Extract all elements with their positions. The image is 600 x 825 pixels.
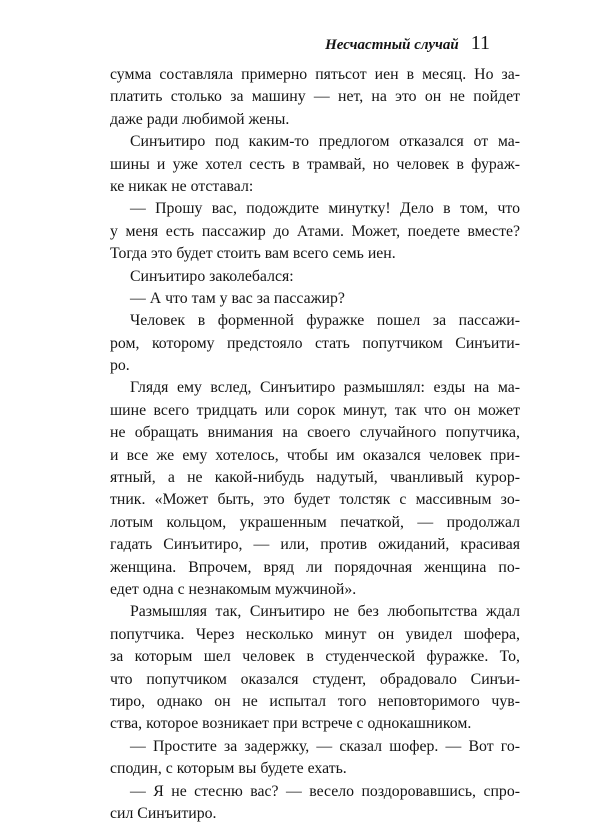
text-line: шине всего тридцать или сорок минут, так что он может <box>110 400 520 422</box>
text-line: у меня есть пассажир до Атами. Может, поедете вместе? <box>110 221 520 243</box>
paragraph <box>110 64 520 131</box>
text-line: ке никак не отставал: <box>110 176 520 198</box>
text-line: даже ради любимой жены. <box>110 109 520 131</box>
text-line: ства, которое возникает при встрече с однокашником. <box>110 713 520 735</box>
text-line: не обращать внимания на своего случайного попутчика, <box>110 422 520 444</box>
paragraph <box>110 377 520 601</box>
text-line: сумма составляла примерно пятьсот иен в месяц. Но за- <box>110 64 520 86</box>
text-line: сподин, с которым вы будете ехать. <box>110 758 520 780</box>
text-line: Синъитиро под каким-то предлогом отказался от ма- <box>110 131 520 153</box>
text-line: — Простите за задержку, — сказал шофер. — Вот го- <box>110 736 520 758</box>
text-line: женщина. Впрочем, вряд ли порядочная женщина по- <box>110 557 520 579</box>
text-line: лотым кольцом, украшенным печаткой, — продолжал <box>110 512 520 534</box>
paragraph <box>110 601 520 735</box>
text-line: сил Синъитиро. <box>110 803 520 825</box>
paragraph <box>110 781 520 825</box>
text-line: — Я не стесню вас? — весело поздоровавшись, спро- <box>110 781 520 803</box>
body-text <box>110 64 520 825</box>
text-line: — А что там у вас за пассажир? <box>110 288 520 310</box>
text-line: и все же ему хотелось, чтобы им оказался человек при- <box>110 445 520 467</box>
text-line: за которым шел человек в студенческой фуражке. То, <box>110 646 520 668</box>
paragraph <box>110 198 520 265</box>
text-line: Тогда это будет стоить вам всего семь иен. <box>110 243 520 265</box>
text-line: Глядя ему вслед, Синъитиро размышлял: езды на ма- <box>110 377 520 399</box>
text-line: Размышляя так, Синъитиро не без любопытства ждал <box>110 601 520 623</box>
text-line: шины и уже хотел сесть в трамвай, но человек в фураж- <box>110 154 520 176</box>
text-line: платить столько за машину — нет, на это он не пойдет <box>110 86 520 108</box>
text-line: ро. <box>110 355 520 377</box>
paragraph <box>110 266 520 288</box>
text-line: Человек в форменной фуражке пошел за пассажи- <box>110 310 520 332</box>
paragraph <box>110 288 520 310</box>
text-line: что попутчиком оказался студент, обрадовало Синъи- <box>110 669 520 691</box>
paragraph <box>110 736 520 781</box>
text-line: ром, которому предстояло стать попутчиком Синъити- <box>110 333 520 355</box>
paragraph <box>110 310 520 377</box>
text-line: гадать Синъитиро, — или, против ожиданий, красивая <box>110 534 520 556</box>
running-title: Несчастный случай <box>325 37 459 54</box>
text-line: Синъитиро заколебался: <box>110 266 520 288</box>
text-line: ятный, а не какой-нибудь надутый, чванливый курор- <box>110 467 520 489</box>
paragraph <box>110 131 520 198</box>
page-number: 11 <box>471 32 490 55</box>
text-line: едет одна с незнакомым мужчиной». <box>110 579 520 601</box>
text-line: тиро, однако он не испытал того неповторимого чув- <box>110 691 520 713</box>
text-line: попутчика. Через несколько минут он увидел шофера, <box>110 624 520 646</box>
text-line: — Прошу вас, подождите минутку! Дело в том, что <box>110 198 520 220</box>
running-head <box>325 32 490 55</box>
text-line: тник. «Может быть, это будет толстяк с массивным зо- <box>110 489 520 511</box>
